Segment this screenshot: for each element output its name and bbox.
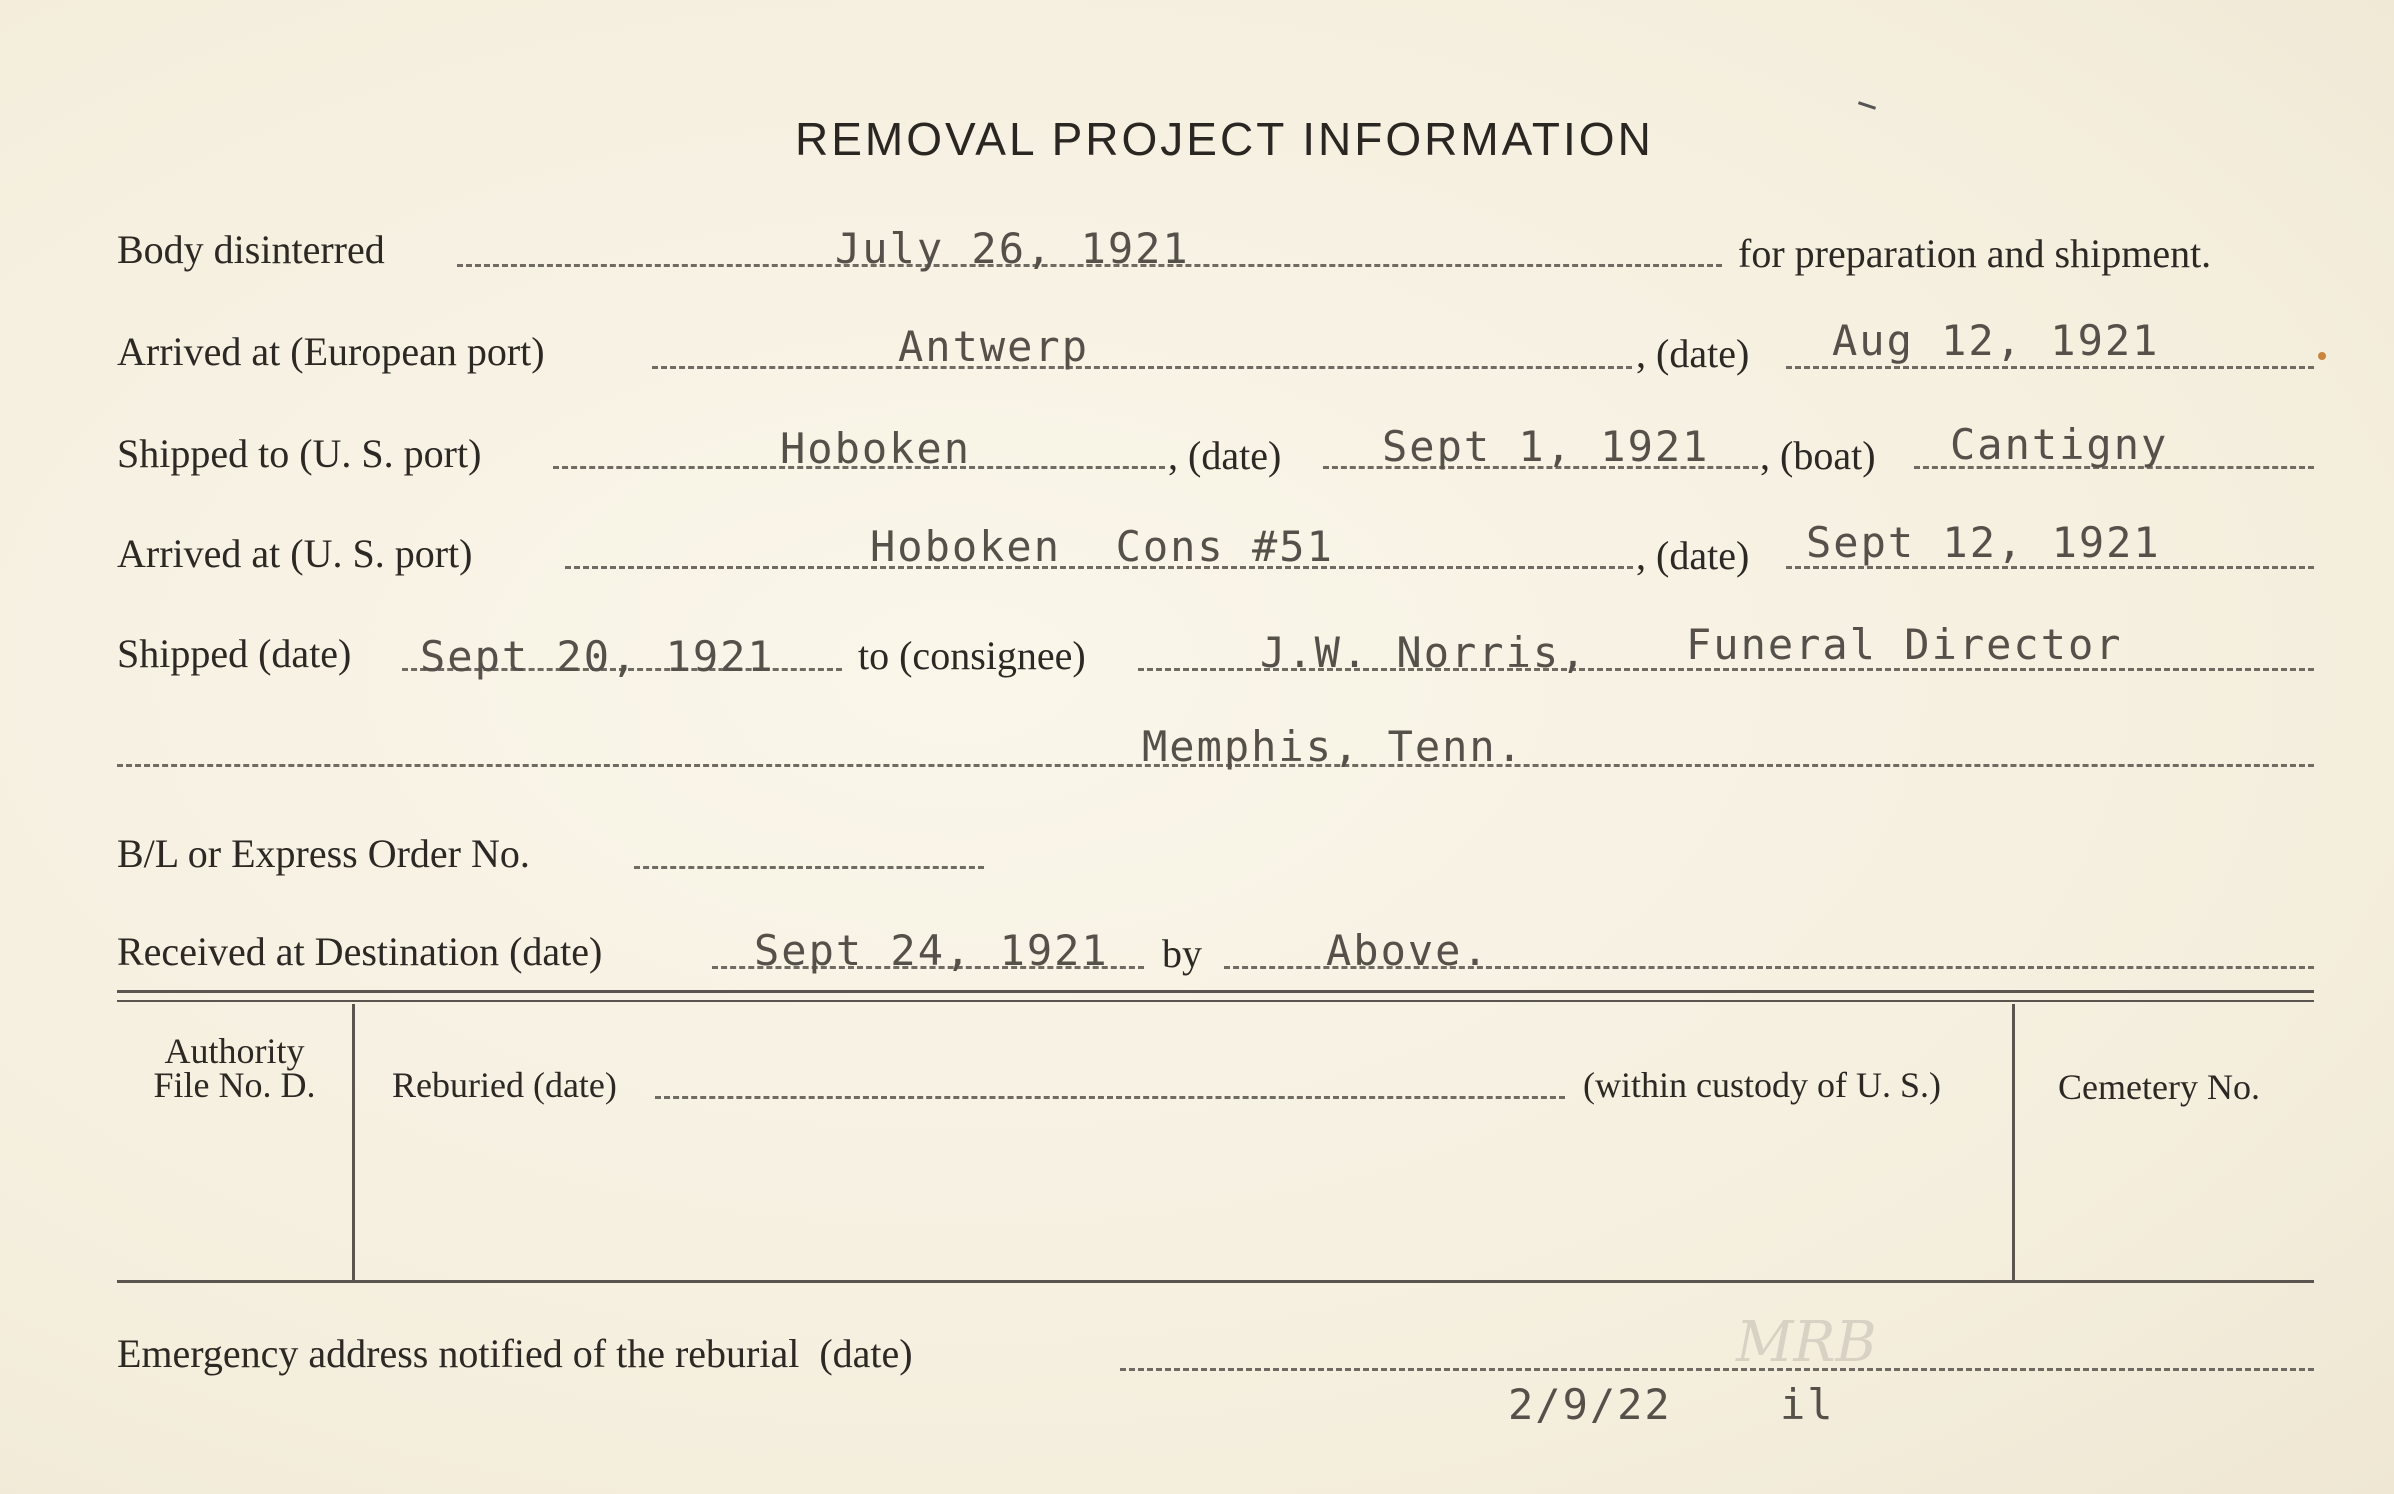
shipped-to-us-boat-label: , (boat) bbox=[1760, 433, 1876, 478]
reburied-label: Reburied (date) bbox=[392, 1065, 617, 1105]
box-divider-left bbox=[352, 1004, 355, 1280]
bl-order-line bbox=[634, 866, 984, 869]
authority-line1: Authority bbox=[164, 1031, 305, 1071]
arrived-european-port: Antwerp bbox=[898, 322, 1090, 371]
received-by: Above. bbox=[1326, 926, 1490, 975]
arrived-european-date: Aug 12, 1921 bbox=[1832, 316, 2160, 365]
arrived-us-port: Hoboken Cons #51 bbox=[870, 522, 1334, 571]
body-disinterred-label: Body disinterred bbox=[117, 227, 385, 272]
shipped-to-us-port: Hoboken bbox=[780, 424, 972, 473]
received-label: Received at Destination (date) bbox=[117, 929, 603, 974]
footer-initials: il bbox=[1780, 1380, 1835, 1429]
emergency-label: Emergency address notified of the reburial (date) bbox=[117, 1331, 913, 1376]
shipped-to-us-boat: Cantigny bbox=[1950, 420, 2169, 469]
body-disinterred-suffix: for preparation and shipment. bbox=[1738, 231, 2212, 276]
arrived-us-date-label: , (date) bbox=[1636, 533, 1750, 578]
shipped-date-label: Shipped (date) bbox=[117, 631, 352, 676]
shipped-to-us-label: Shipped to (U. S. port) bbox=[117, 431, 482, 476]
bl-order-label: B/L or Express Order No. bbox=[117, 831, 530, 876]
arrived-european-label: Arrived at (European port) bbox=[117, 329, 545, 374]
received-by-label: by bbox=[1162, 931, 1202, 976]
consignee-label: to (consignee) bbox=[858, 633, 1086, 678]
body-disinterred-value: July 26, 1921 bbox=[835, 224, 1190, 273]
arrived-european-date-line bbox=[1786, 366, 2314, 369]
cemetery-label: Cemetery No. bbox=[2058, 1067, 2260, 1107]
pencil-initials: MRB bbox=[1736, 1310, 1877, 1375]
arrived-us-date: Sept 12, 1921 bbox=[1806, 518, 2161, 567]
consignee-title: Funeral Director bbox=[1686, 620, 2123, 669]
consignee-name: J.W. Norris, bbox=[1260, 628, 1588, 677]
box-top-rule bbox=[117, 990, 2314, 993]
shipped-to-us-date: Sept 1, 1921 bbox=[1382, 422, 1710, 471]
custody-label: (within custody of U. S.) bbox=[1583, 1065, 1941, 1105]
reburied-line bbox=[655, 1096, 1565, 1099]
received-date: Sept 24, 1921 bbox=[754, 926, 1109, 975]
arrived-us-label: Arrived at (U. S. port) bbox=[117, 531, 473, 576]
arrived-european-port-line bbox=[652, 366, 1632, 369]
shipped-to-us-date-label: , (date) bbox=[1168, 433, 1282, 478]
box-divider-right bbox=[2012, 1004, 2015, 1280]
footer-date: 2/9/22 bbox=[1508, 1380, 1672, 1429]
ink-speck bbox=[2318, 352, 2326, 360]
card-title: REMOVAL PROJECT INFORMATION bbox=[795, 113, 1654, 165]
ink-mark bbox=[1858, 101, 1876, 109]
arrived-european-date-label: , (date) bbox=[1636, 331, 1750, 376]
box-top-rule-inner bbox=[117, 1000, 2314, 1002]
consignee-address: Memphis, Tenn. bbox=[1142, 722, 1525, 771]
authority-line2: File No. D. bbox=[153, 1065, 316, 1105]
emergency-line bbox=[1120, 1368, 2314, 1371]
box-bottom-rule bbox=[117, 1280, 2314, 1283]
shipped-date: Sept 20, 1921 bbox=[420, 632, 775, 681]
